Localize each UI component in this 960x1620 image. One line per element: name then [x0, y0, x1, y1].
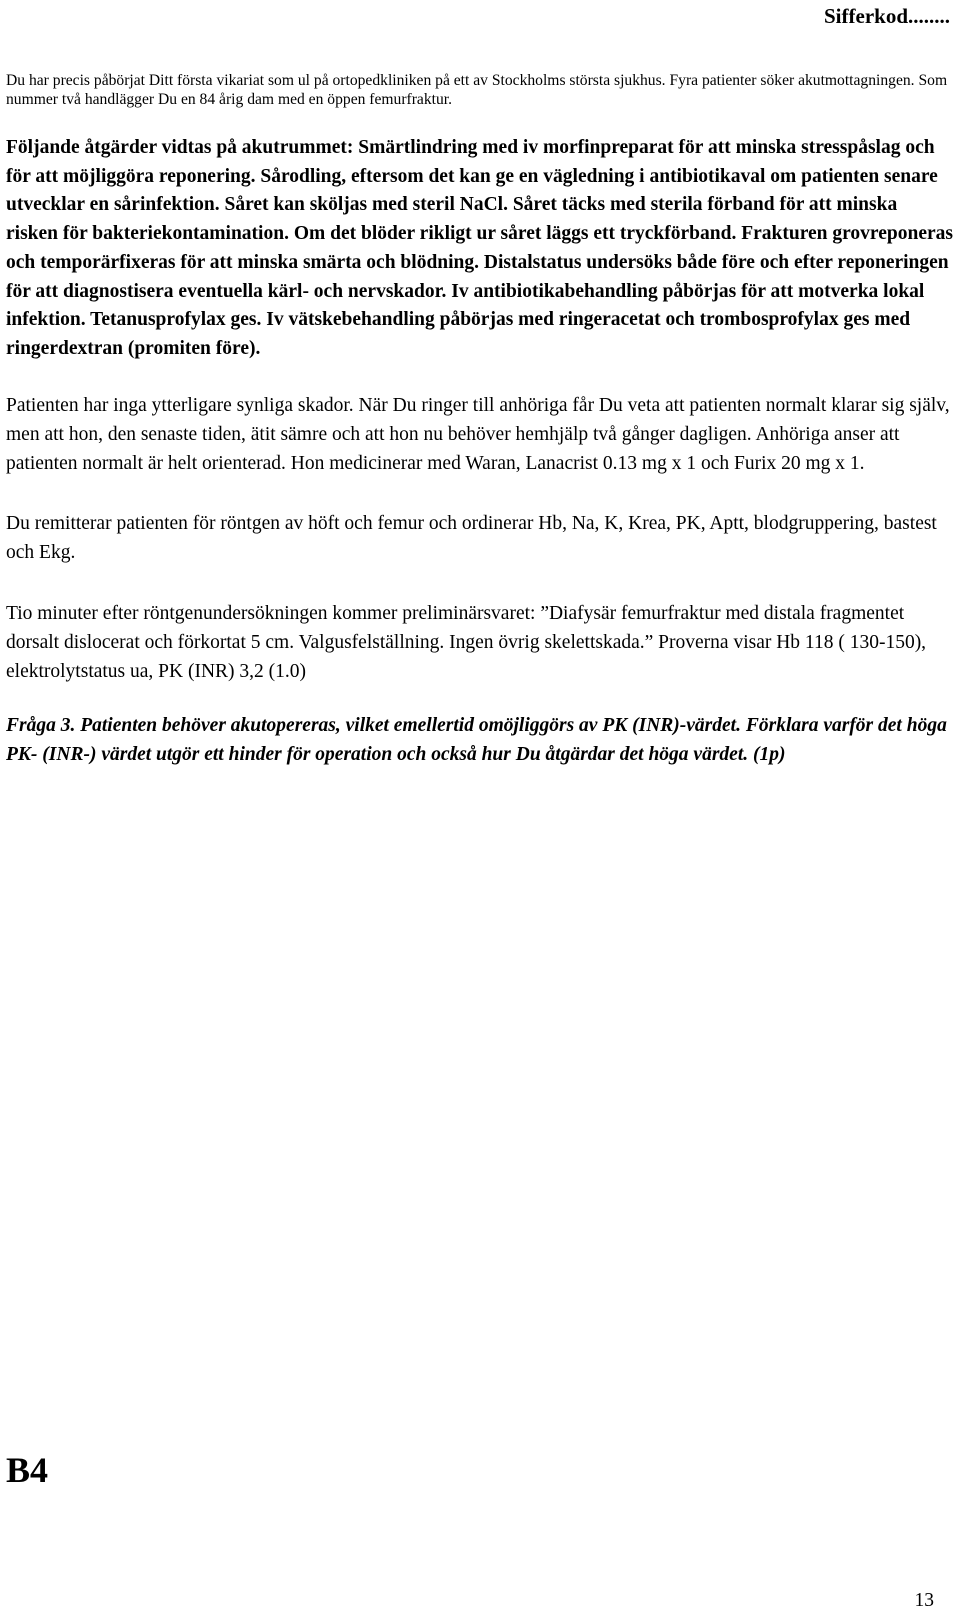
- referral-orders: Du remitterar patienten för röntgen av höft och femur och ordinerar Hb, Na, K, Krea, PK, Aptt, blodgruppering, bastest och Ekg.: [6, 512, 937, 563]
- code-field-label: Sifferkod........: [824, 4, 950, 28]
- preliminary-results: Tio minuter efter röntgenundersökningen kommer preliminärsvaret: ”Diafysär femurfraktur med distala fragmentet dorsalt dislocerat och förkortat 5 cm. Valgusfelställning. Ingen övrig skelettskada.” Proverna visar Hb 118 ( 130-150), elektrolytstatus ua, PK (INR) 3,2 (1.0): [6, 602, 927, 682]
- case-intro: Du har precis påbörjat Ditt första vikariat som ul på ortopedkliniken på ett av Stockholms största sjukhus. Fyra patienter söker akutmottagningen. Som nummer två handlägger Du en 84 årig dam med en öppen femurfraktur.: [6, 72, 948, 108]
- emergency-actions: Följande åtgärder vidtas på akutrummet: Smärtlindring med iv morfinpreparat för att minska stresspåslag och för att möjliggöra reponering. Sårodling, eftersom det kan ge en vägledning i antibiotikaval om patienten senare utvecklar en sårinfektion. Såret kan sköljas med steril NaCl. Såret täcks med sterila förband för att minska risken för bakteriekontamination. Om det blöder rikligt ur såret läggs ett tryckförband. Frakturen grovreponeras och temporärfixeras för att minska smärta och blödning. Distalstatus undersöks både före och efter reponeringen för att diagnostisera eventuella kärl- och nervskador. Iv antibiotikabehandling påbörjas för att motverka lokal infektion. Tetanusprofylax ges. Iv vätskebehandling påbörjas med ringeracetat och trombosprofylax ges med ringerdextran (promiten före).: [6, 137, 953, 359]
- section-label: B4: [6, 1450, 49, 1490]
- page-number: 13: [914, 1590, 934, 1611]
- question-text: Fråga 3. Patienten behöver akutopereras, vilket emellertid omöjliggörs av PK (INR)-värdet. Förklara varför det höga PK- (INR-) värdet utgör ett hinder för operation och också hur Du åtgärdar det höga värdet. (1p): [6, 714, 947, 765]
- case-content: [6, 71, 954, 769]
- patient-history: Patienten har inga ytterligare synliga skador. När Du ringer till anhöriga får Du veta att patienten normalt klarar sig själv, men att hon, den senaste tiden, ätit sämre och att hon nu behöver hemhjälp två gånger dagligen. Anhöriga anser att patienten normalt är helt orienterad. Hon medicinerar med Waran, Lanacrist 0.13 mg x 1 och Furix 20 mg x 1.: [6, 394, 950, 474]
